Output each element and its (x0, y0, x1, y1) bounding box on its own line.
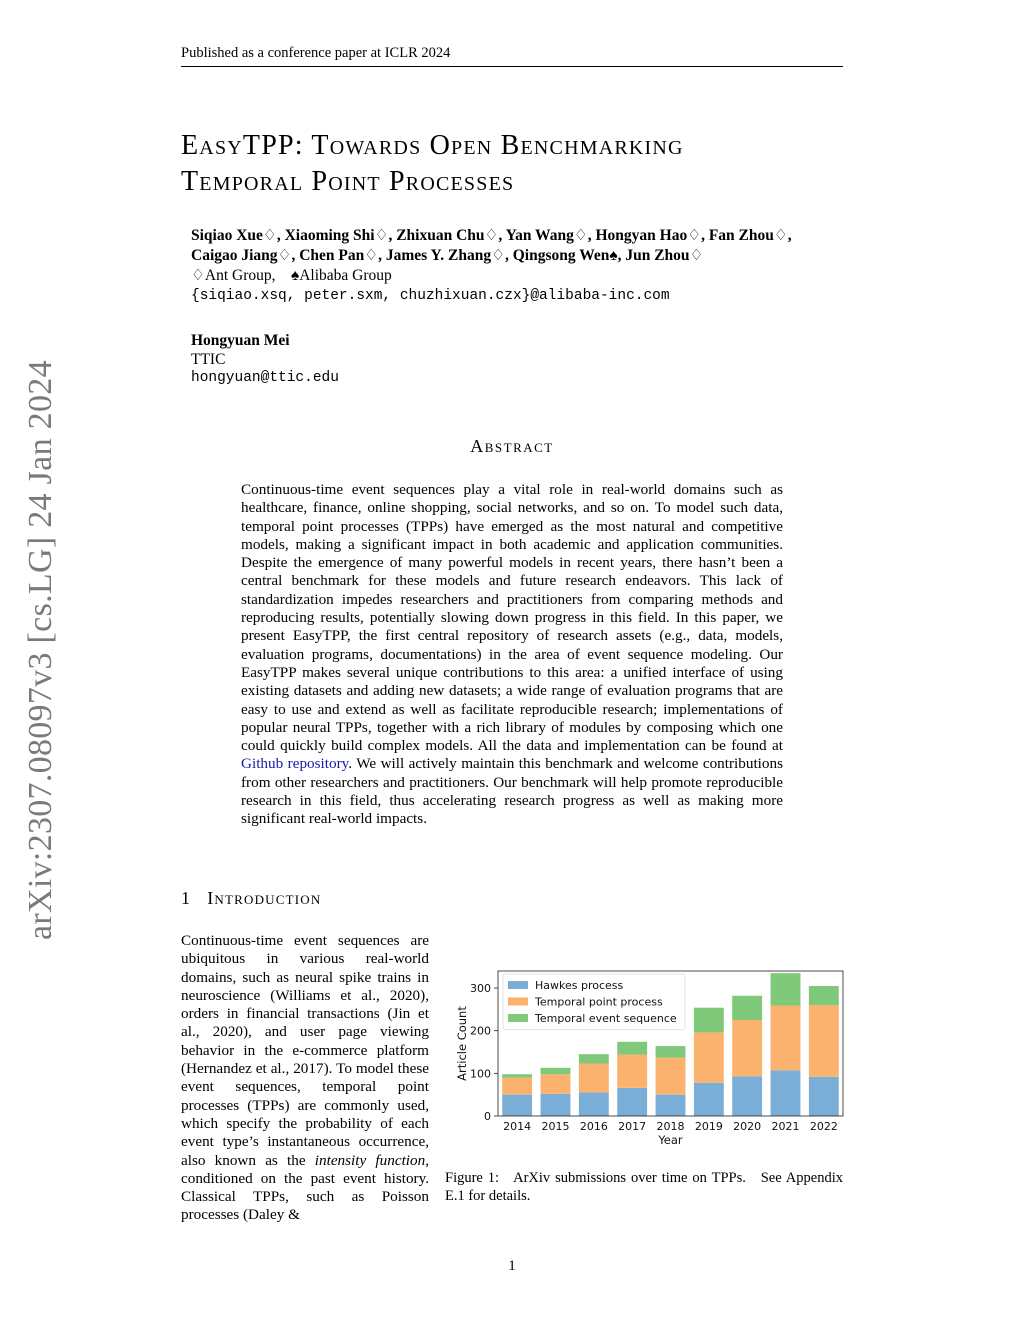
y-tick-label: 200 (470, 1024, 491, 1038)
bar-2017-series-2 (617, 1055, 647, 1088)
section-heading-introduction (181, 888, 337, 909)
bar-2021-series-3 (771, 973, 801, 1005)
figure-1 (450, 963, 850, 1153)
bar-2015-series-3 (541, 1068, 571, 1074)
figure-caption: Figure 1: ArXiv submissions over time on TPPs. See Appendix E.1 for details. (445, 1170, 847, 1204)
stacked-bar-chart (450, 963, 850, 1153)
bar-2020-series-2 (732, 1020, 762, 1076)
affiliations: ♢Ant Group, ♠Alibaba Group (191, 267, 392, 284)
bar-2015-series-1 (541, 1094, 571, 1116)
bar-2014-series-2 (502, 1078, 532, 1095)
running-header: Published as a conference paper at ICLR 2024 (181, 45, 843, 67)
legend-label-1: Hawkes process (535, 979, 624, 992)
bar-2020-series-3 (732, 996, 762, 1020)
bar-2016-series-3 (579, 1054, 609, 1063)
second-author-email: hongyuan@ttic.edu (191, 370, 339, 386)
x-axis-label: Year (658, 1133, 683, 1147)
github-repository-link[interactable]: Github repository (241, 755, 349, 773)
x-tick-label: 2018 (656, 1120, 685, 1133)
abstract-body (241, 481, 783, 829)
bar-2021-series-1 (771, 1070, 801, 1116)
page-number: 1 (508, 1258, 516, 1274)
bar-2017-series-1 (617, 1088, 647, 1116)
intro-text: Continuous-time event sequences are ubiquitous in various real-world domains, such as neural spike trains in neuroscience (Williams et al., 2020), orders in financial transactions (Jin et al., 2020), and user page viewing behavior in the e-commerce platform (Hernandez et al., 2017). To model these event sequences, temporal point processes (TPPs) are commonly used, which specify the probability of each event type’s instantaneous occurrence, also known as the (181, 932, 429, 1169)
bar-2020-series-1 (732, 1076, 762, 1116)
legend-swatch-2 (508, 998, 528, 1006)
bar-2014-series-1 (502, 1095, 532, 1116)
x-tick-label: 2014 (503, 1120, 532, 1133)
x-tick-label: 2019 (694, 1120, 723, 1133)
legend-label-2: Temporal point process (535, 995, 663, 1009)
bar-2022-series-3 (809, 986, 839, 1005)
y-tick-label: 100 (470, 1067, 491, 1081)
author-names-line-2: Caigao Jiang♢, Chen Pan♢, James Y. Zhang♢, Qingsong Wen♠, Jun Zhou♢ (191, 247, 704, 264)
second-author-name: Hongyuan Mei (191, 332, 290, 349)
second-author-block (191, 331, 339, 388)
bar-2016-series-1 (579, 1093, 609, 1116)
arxiv-identifier: arXiv:2307.08097v3 [cs.LG] 24 Jan 2024 (22, 360, 59, 940)
x-tick-label: 2021 (771, 1120, 800, 1133)
y-tick-label: 300 (470, 982, 491, 996)
bar-2019-series-3 (694, 1008, 724, 1033)
bar-2018-series-2 (656, 1058, 686, 1095)
bar-2022-series-1 (809, 1077, 839, 1116)
legend-swatch-1 (508, 981, 528, 989)
paper-title (181, 128, 861, 200)
y-tick-label: 0 (484, 1110, 491, 1123)
bar-2016-series-2 (579, 1064, 609, 1093)
introduction-body (181, 932, 429, 1225)
x-tick-label: 2017 (618, 1120, 647, 1133)
intro-text-end: , conditioned on the past event history. Classical TPPs, such as Poisson processes (Daley & (181, 1151, 430, 1224)
second-author-affiliation: TTIC (191, 351, 226, 368)
x-tick-label: 2022 (809, 1120, 838, 1133)
x-tick-label: 2020 (733, 1120, 762, 1133)
bar-2018-series-3 (656, 1046, 686, 1058)
abstract-heading: Abstract (470, 436, 554, 456)
title-line-2: Temporal Point Processes (181, 166, 515, 197)
abstract-text: Continuous-time event sequences play a vital role in real-world domains such as healthcare, finance, online shopping, social networks, and so on. To model such data, temporal point processes (TPPs) have emerged as the most natural and competitive models, making a significant impact in both academic and application communities. Despite the emergence of many powerful models in recent years, there hasn’t been a central benchmark for these models and future research endeavors. This lack of standardization impedes researchers and practitioners from comparing methods and reproducing results, potentially slowing down progress in this field. In this paper, we present EasyTPP, the first central repository of research assets (e.g., data, models, evaluation programs, documentations) in the area of event sequence modeling. Our EasyTPP makes several unique contributions to this area: a unified interface of using existing datasets and adding new datasets; a wide range of evaluation programs that are easy to use and extend as well as facilitate reproducible research; implementations of popular neural TPPs, together with a rich library of modules by composing which one could quickly build complex models. All the data and implementation can be found at (241, 481, 783, 755)
bar-2021-series-2 (771, 1006, 801, 1071)
author-names-line-1: Siqiao Xue♢, Xiaoming Shi♢, Zhixuan Chu♢, Yan Wang♢, Hongyan Hao♢, Fan Zhou♢, (191, 227, 792, 244)
title-line-1: EasyTPP: Towards Open Benchmarking (181, 130, 684, 161)
abstract-text-end: . We will actively maintain this benchmark and welcome contributions from other researchers and practitioners. Our benchmark will help promote reproducible research in this field, thus accelerating research progress as well as making more significant real-world impacts. (241, 755, 783, 828)
bar-2019-series-1 (694, 1083, 724, 1116)
bar-2015-series-2 (541, 1074, 571, 1094)
author-emails: {siqiao.xsq, peter.sxm, chuzhixuan.czx}@alibaba-inc.com (191, 288, 670, 304)
bar-2019-series-2 (694, 1032, 724, 1082)
bar-2018-series-1 (656, 1095, 686, 1116)
intro-emphasis: intensity function (314, 1151, 426, 1169)
legend-swatch-3 (508, 1014, 528, 1022)
y-axis-label: Article Count (455, 1006, 469, 1081)
bar-2014-series-3 (502, 1074, 532, 1077)
legend-label-3: Temporal event sequence (535, 1012, 677, 1025)
author-block (191, 226, 851, 306)
x-tick-label: 2015 (541, 1120, 570, 1133)
section-title: Introduction (207, 888, 322, 908)
section-number: 1 (181, 888, 192, 908)
bar-2017-series-3 (617, 1042, 647, 1055)
x-tick-label: 2016 (579, 1120, 608, 1133)
bar-2022-series-2 (809, 1005, 839, 1077)
